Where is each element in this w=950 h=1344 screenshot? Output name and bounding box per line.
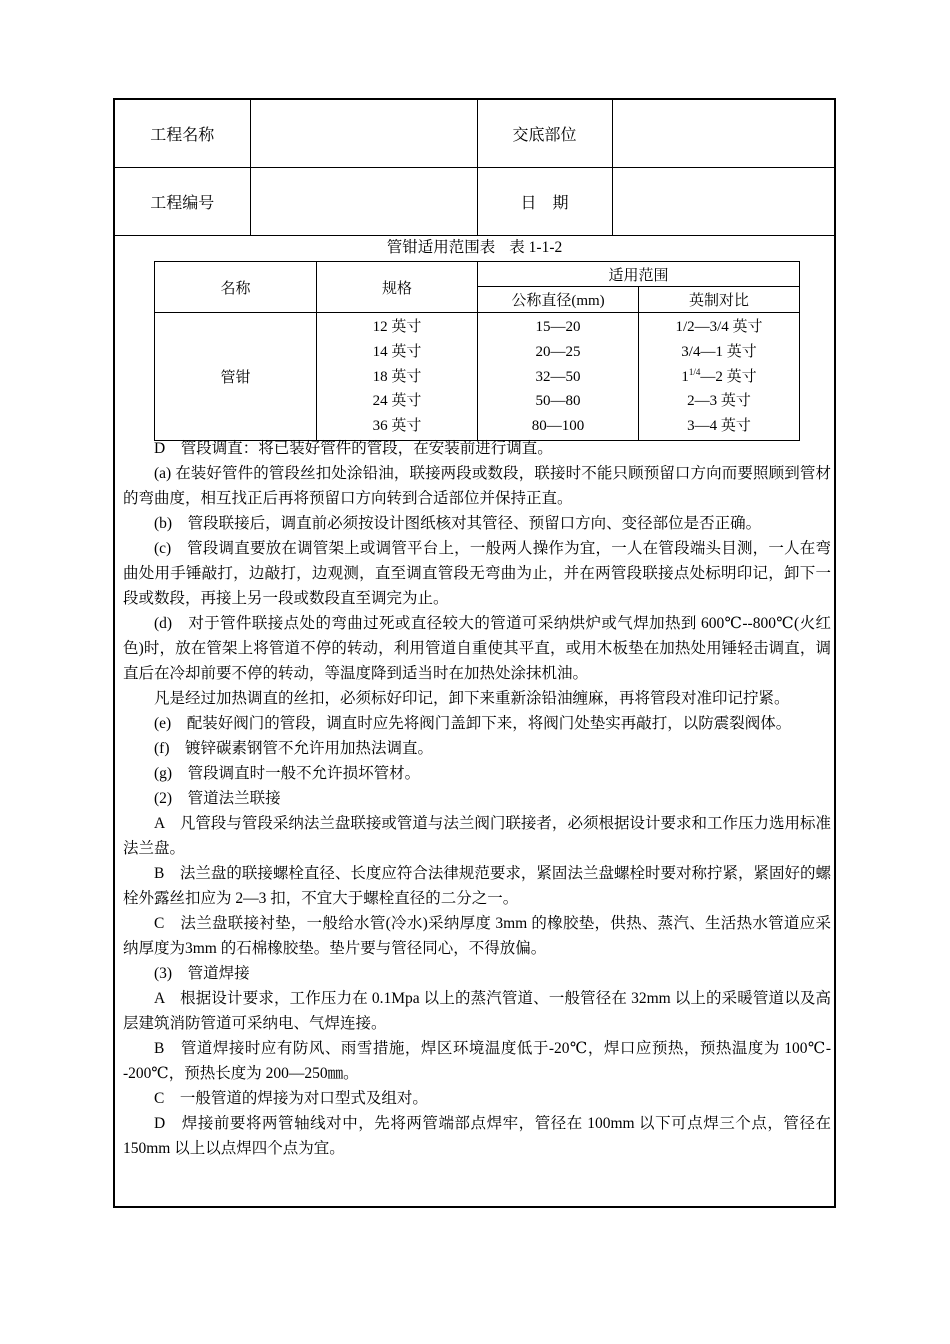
col-header-imperial: 英制对比	[639, 287, 800, 313]
paragraph: D 焊接前要将两管轴线对中，先将两管端部点焊牢，管径在 100mm 以下可点焊三个点，管径在 150mm 以上以点焊四个点为宜。	[123, 1115, 831, 1157]
date-value	[612, 168, 834, 236]
imperial-item-fraction: 1/4	[688, 366, 701, 377]
nominal-list	[478, 313, 639, 441]
section-heading: (3) 管道焊接	[154, 965, 250, 982]
body-text	[123, 436, 831, 1161]
imperial-item: 2—3 英寸	[687, 393, 751, 410]
imperial-item: 3/4—1 英寸	[681, 343, 757, 360]
paragraph: (b) 管段联接后，调直前必须按设计图纸核对其管径、预留口方向、变径部位是否正确。	[154, 515, 762, 532]
section-heading: (2) 管道法兰联接	[154, 790, 281, 807]
tool-name-cell: 管钳	[155, 313, 317, 441]
spec-list	[317, 313, 478, 441]
col-header-name: 名称	[155, 262, 317, 313]
project-name-value	[250, 100, 477, 168]
paragraph: (f) 镀锌碳素钢管不允许用加热法调直。	[154, 740, 433, 757]
header-table	[115, 100, 834, 236]
handover-part-label: 交底部位	[477, 100, 612, 168]
col-header-range: 适用范围	[478, 262, 800, 287]
col-header-spec: 规格	[317, 262, 478, 313]
nominal-item: 15—20	[535, 319, 581, 335]
nominal-item: 80—100	[531, 418, 585, 435]
nominal-item: 20—25	[535, 343, 581, 360]
caption-title: 管钳适用范围表	[386, 239, 496, 256]
handover-part-value	[612, 100, 834, 168]
caption-number: 表 1-1-2	[509, 239, 563, 256]
paragraph: (d) 对于管件联接点处的弯曲过死或直径较大的管道可采纳烘炉或气焊加热到 600℃--800℃(火红色)时，放在管架上将管道不停的转动，利用管道自重使其平直，或用木板垫在加热处用锤轻击调直，调直后在冷却前要不停的转动，等温度降到适当时在加热处涂抹机油。	[123, 615, 831, 682]
col-header-nominal: 公称直径(mm)	[478, 287, 639, 313]
document-frame	[113, 98, 836, 1208]
paragraph: C 法兰盘联接衬垫，一般给水管(冷水)采纳厚度 3mm 的橡胶垫，供热、蒸汽、生活热水管道应采纳厚度为3mm 的石棉橡胶垫。垫片要与管径同心，不得放偏。	[123, 915, 831, 957]
paragraph: 凡是经过加热调直的丝扣，必须标好印记，卸下来重新涂铅油缠麻，再将管段对准印记拧紧。	[154, 690, 790, 707]
date-label: 日 期	[477, 168, 612, 236]
imperial-item: 3—4 英寸	[687, 418, 751, 435]
spec-item: 24 英寸	[372, 393, 422, 410]
imperial-list	[639, 313, 800, 441]
paragraph: (a) 在装好管件的管段丝扣处涂铅油，联接两段或数段，联接时不能只顾预留口方向而要照顾到管材的弯曲度，相互找正后再将预留口方向转到合适部位并保持正直。	[123, 465, 831, 507]
project-no-label: 工程编号	[115, 168, 250, 236]
imperial-item-rest: —2 英寸	[700, 368, 757, 385]
nominal-item: 32—50	[535, 368, 581, 385]
imperial-item	[639, 365, 799, 390]
paragraph: B 法兰盘的联接螺栓直径、长度应符合法律规范要求，紧固法兰盘螺栓时要对称拧紧，紧固好的螺栓外露丝扣应为 2—3 扣，不宜大于螺栓直径的二分之一。	[123, 865, 831, 907]
table-caption	[115, 238, 834, 258]
paragraph: A 凡管段与管段采纳法兰盘联接或管道与法兰阀门联接者，必须根据设计要求和工作压力选用标准法兰盘。	[123, 815, 831, 857]
paragraph: D 管段调直：将已装好管件的管段，在安装前进行调直。	[154, 440, 553, 457]
imperial-item: 1/2—3/4 英寸	[675, 319, 763, 335]
spec-item: 14 英寸	[372, 343, 422, 360]
paragraph: A 根据设计要求，工作压力在 0.1Mpa 以上的蒸汽管道、一般管径在 32mm 以上的采暖管道以及高层建筑消防管道可采纳电、气焊连接。	[123, 990, 831, 1032]
paragraph: (c) 管段调直要放在调管架上或调管平台上，一般两人操作为宜，一人在管段端头目测，一人在弯曲处用手锤敲打，边敲打，边观测，直至调直管段无弯曲为止，并在两管段联接点处标明印记，卸下一段或数段，再接上另一段或数段直至调完为止。	[123, 540, 831, 607]
paragraph: (e) 配装好阀门的管段，调直时应先将阀门盖卸下来，将阀门处垫实再敲打，以防震裂阀体。	[154, 715, 792, 732]
paragraph: C 一般管道的焊接为对口型式及组对。	[154, 1090, 428, 1107]
nominal-item: 50—80	[535, 393, 581, 410]
imperial-item-whole: 1	[681, 368, 689, 385]
pipe-wrench-table	[154, 261, 800, 441]
spec-item: 12 英寸	[372, 319, 422, 335]
project-name-label: 工程名称	[115, 100, 250, 168]
paragraph: (g) 管段调直时一般不允许损坏管材。	[154, 765, 421, 782]
spec-item: 18 英寸	[372, 368, 422, 385]
project-no-value	[250, 168, 477, 236]
paragraph: B 管道焊接时应有防风、雨雪措施，焊区环境温度低于-20℃，焊口应预热，预热温度为 100℃--200℃，预热长度为 200—250㎜。	[123, 1040, 831, 1082]
spec-item: 36 英寸	[372, 418, 422, 435]
